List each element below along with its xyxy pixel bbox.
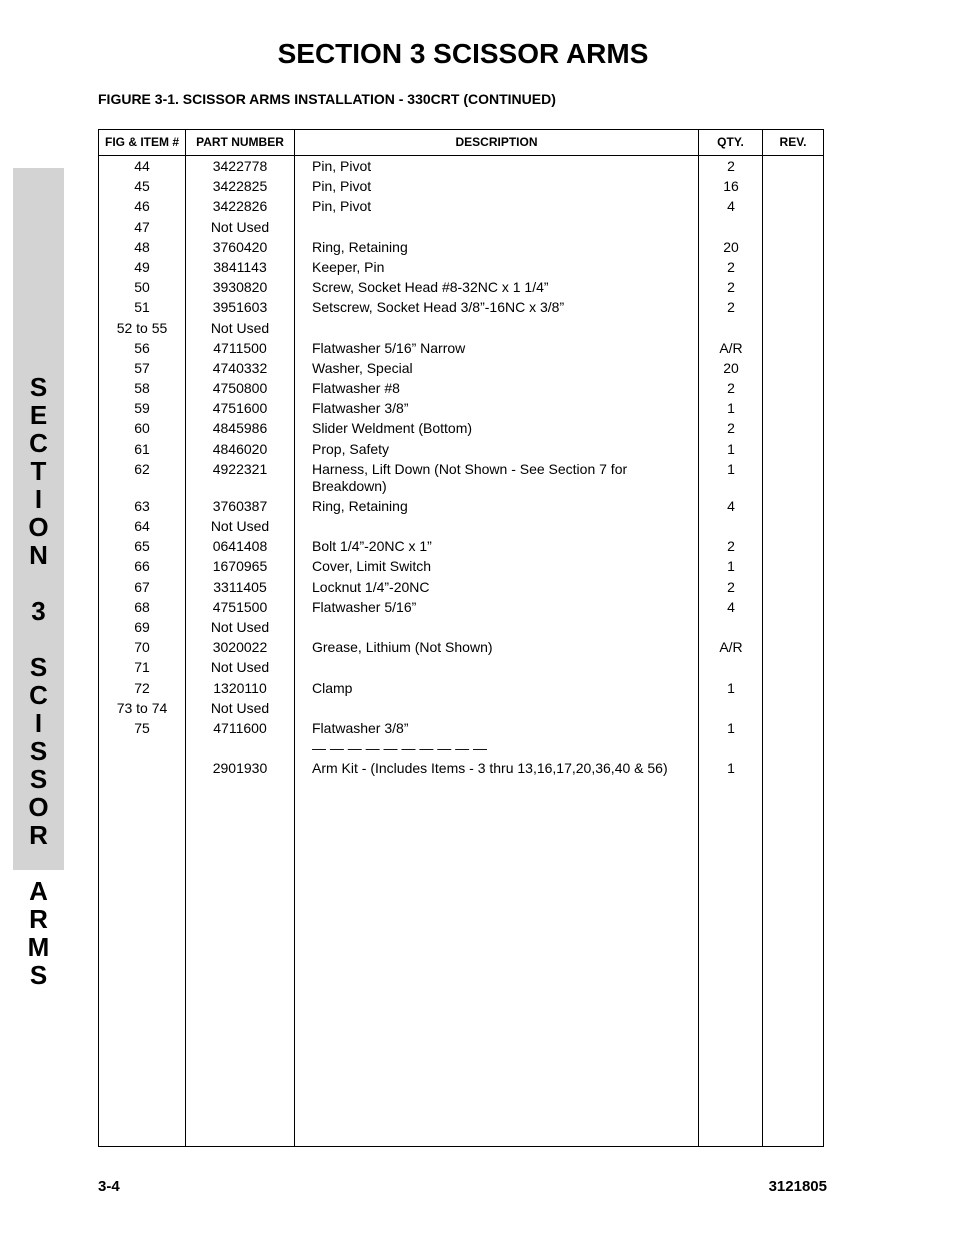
table-row [99, 678, 823, 698]
description-cell: Screw, Socket Head #8-32NC x 1 1/4” [312, 279, 549, 296]
item-cell: 56 [134, 339, 150, 356]
table-row [99, 318, 823, 338]
description-cell: Clamp [312, 679, 353, 696]
part-number-cell: 4711500 [213, 339, 267, 356]
qty-cell: 2 [727, 279, 735, 296]
part-number-cell: 3951603 [212, 299, 268, 316]
side-tab-letter: T [30, 456, 47, 486]
page-title: SECTION 3 SCISSOR ARMS [277, 38, 649, 69]
description-cell: Grease, Lithium (Not Shown) [312, 639, 493, 656]
qty-cell: 4 [727, 198, 735, 215]
table-row [99, 378, 823, 398]
item-cell: 48 [134, 238, 150, 255]
description-cell: Flatwasher 5/16” [312, 598, 417, 615]
part-number-cell: 4751600 [212, 400, 268, 417]
header-rev: REV. [779, 135, 807, 149]
description-cell: Washer, Special [312, 359, 413, 376]
header-description: DESCRIPTION [455, 135, 538, 149]
description-cell: Prop, Safety [312, 440, 390, 457]
part-number-cell: 1670965 [212, 558, 268, 575]
table-row [99, 637, 823, 657]
table-row [99, 556, 823, 576]
part-number-cell: 3422825 [212, 178, 268, 195]
side-tab-letter: I [34, 484, 43, 514]
part-number-cell: 3311405 [213, 578, 267, 595]
part-number-cell: 2901930 [212, 760, 268, 777]
item-cell: 73 to 74 [116, 699, 168, 716]
item-cell: 66 [134, 558, 150, 575]
table-row [99, 418, 823, 438]
description-cell: Pin, Pivot [312, 158, 372, 174]
qty-cell: 2 [727, 420, 735, 437]
part-number-cell: 3020022 [212, 639, 268, 656]
table-row [99, 597, 823, 617]
description-cell: Arm Kit - (Includes Items - 3 thru 13,16,17,20,36,40 & 56) [312, 760, 668, 777]
table-row [99, 718, 823, 738]
item-cell: 58 [134, 380, 150, 397]
item-cell: 75 [134, 719, 150, 736]
table-row [99, 496, 823, 516]
side-tab-letter: C [29, 680, 48, 710]
qty-cell: 2 [727, 380, 735, 397]
table-body [99, 156, 823, 778]
table-row [99, 196, 823, 216]
qty-cell: 1 [727, 760, 735, 777]
item-cell: 71 [134, 659, 150, 676]
side-tab-letter [13, 625, 64, 653]
item-cell: 46 [134, 198, 150, 215]
part-number-cell: Not Used [210, 618, 270, 635]
side-tab-letter: A [29, 876, 48, 906]
table-row [99, 358, 823, 378]
qty-cell: 1 [727, 719, 735, 736]
table-row [99, 156, 823, 176]
item-cell: 60 [134, 420, 150, 437]
side-tab-letter: N [29, 540, 48, 570]
table-row [99, 617, 823, 637]
page-number: 3-4 [98, 1178, 120, 1195]
description-cell: Ring, Retaining [312, 497, 408, 514]
side-tab-letter [13, 569, 64, 597]
qty-cell: A/R [719, 339, 743, 356]
document-number: 3121805 [768, 1178, 827, 1195]
item-cell: 49 [134, 258, 150, 275]
qty-cell: 1 [727, 400, 735, 417]
item-cell: 59 [134, 400, 150, 417]
part-number-cell: 4740332 [212, 359, 268, 376]
qty-cell: 2 [727, 158, 735, 174]
qty-cell: 4 [727, 497, 735, 514]
table-row [99, 338, 823, 358]
description-cell: Pin, Pivot [312, 198, 372, 215]
table-row [99, 398, 823, 418]
header-item: FIG & ITEM # [104, 135, 179, 149]
side-tab-letters [13, 373, 64, 989]
part-number-cell: 4845986 [212, 420, 268, 437]
qty-cell: 2 [727, 299, 735, 316]
part-number-cell: 3841143 [213, 258, 267, 275]
side-tab-letter: S [29, 736, 48, 766]
side-tab-letter: R [29, 820, 48, 850]
item-cell: 44 [134, 158, 150, 174]
description-cell: Cover, Limit Switch [312, 558, 432, 575]
table-row [99, 657, 823, 677]
table-row [99, 277, 823, 297]
qty-cell: 4 [727, 598, 735, 615]
part-number-cell: 3422778 [212, 158, 268, 174]
description-cell: Setscrew, Socket Head 3/8”-16NC x 3/8” [312, 299, 565, 316]
table-row [99, 257, 823, 277]
description-cell: Locknut 1/4”-20NC [312, 578, 430, 595]
part-number-cell: 4846020 [212, 440, 268, 457]
table-row [99, 297, 823, 317]
item-cell: 67 [134, 578, 150, 595]
qty-cell: A/R [719, 639, 743, 656]
item-cell: 64 [134, 518, 150, 534]
description-cell: — — — — — — — — — — [312, 740, 488, 757]
description-cell: Pin, Pivot [312, 178, 372, 195]
description-cell: Keeper, Pin [312, 258, 385, 275]
side-tab-letter: E [29, 400, 48, 430]
item-cell: 62 [134, 460, 150, 477]
part-number-cell: 3930820 [212, 279, 268, 296]
qty-cell: 1 [727, 679, 735, 696]
side-tab-letter: I [34, 708, 43, 738]
qty-cell: 2 [727, 258, 735, 275]
section-side-tab [13, 168, 64, 990]
part-number-cell: Not Used [210, 319, 270, 336]
table-row [99, 738, 823, 758]
item-cell: 50 [134, 279, 150, 296]
table-row [99, 698, 823, 718]
part-number-cell: Not Used [210, 518, 270, 534]
qty-cell: 1 [727, 558, 735, 575]
side-tab-letter: O [28, 512, 49, 542]
item-cell: 45 [134, 178, 150, 195]
qty-cell: 2 [727, 578, 735, 595]
description-cell: Flatwasher #8 [312, 380, 400, 397]
table-row [99, 577, 823, 597]
qty-cell: 1 [727, 460, 735, 477]
description-cell: Flatwasher 3/8” [312, 719, 409, 736]
table-header [99, 130, 823, 156]
item-cell: 68 [134, 598, 150, 615]
table-row [99, 758, 823, 778]
description-cell: Bolt 1/4”-20NC x 1” [312, 538, 432, 555]
qty-cell: 20 [723, 359, 739, 376]
item-cell: 52 to 55 [116, 319, 168, 336]
part-number-cell: 1320110 [213, 679, 267, 696]
table-row [99, 439, 823, 459]
item-cell: 63 [134, 497, 150, 514]
part-number-cell: 0641408 [212, 538, 268, 555]
part-number-cell: Not Used [210, 218, 270, 235]
part-number-cell: Not Used [210, 659, 270, 676]
side-tab-letter: 3 [31, 596, 46, 626]
side-tab-letter: S [29, 372, 48, 402]
description-cell: Slider Weldment (Bottom) [312, 420, 473, 437]
part-number-cell: 4751500 [212, 598, 268, 615]
table-row [99, 217, 823, 237]
qty-cell: 2 [727, 538, 735, 555]
description-cell: Harness, Lift Down (Not Shown - See Section 7 for Breakdown) [312, 460, 628, 494]
side-tab-letter: O [28, 792, 49, 822]
parts-table [98, 129, 824, 1147]
header-part-number: PART NUMBER [196, 135, 284, 149]
table-row [99, 516, 823, 536]
side-tab-letter: S [29, 764, 48, 794]
item-cell: 72 [134, 679, 150, 696]
item-cell: 51 [134, 299, 150, 316]
item-cell: 65 [134, 538, 150, 555]
item-cell: 57 [134, 359, 150, 376]
side-tab-letter: C [29, 428, 48, 458]
side-tab-letter: R [29, 904, 48, 934]
qty-cell: 16 [723, 178, 739, 195]
figure-subtitle: FIGURE 3-1. SCISSOR ARMS INSTALLATION - 330CRT (CONTINUED) [98, 91, 556, 107]
item-cell: 69 [134, 618, 150, 635]
side-tab-letter: S [29, 652, 48, 682]
qty-cell: 20 [723, 238, 739, 255]
item-cell: 61 [134, 440, 150, 457]
item-cell: 47 [134, 218, 150, 235]
item-cell: 70 [134, 639, 150, 656]
description-cell: Flatwasher 5/16” Narrow [312, 339, 466, 356]
table-row [99, 237, 823, 257]
side-tab-letter: M [27, 932, 50, 962]
qty-cell: 1 [727, 440, 735, 457]
part-number-cell: 4711600 [213, 719, 267, 736]
part-number-cell: 3760420 [212, 238, 268, 255]
table-row [99, 176, 823, 196]
table-row [99, 459, 823, 496]
part-number-cell: 3422826 [212, 198, 268, 215]
side-tab-letter [13, 849, 64, 877]
part-number-cell: 3760387 [212, 497, 268, 514]
side-tab-letter: S [29, 960, 48, 990]
description-cell: Ring, Retaining [312, 238, 408, 255]
description-cell: Flatwasher 3/8” [312, 400, 409, 417]
part-number-cell: 4922321 [212, 460, 268, 477]
part-number-cell: 4750800 [212, 380, 268, 397]
header-qty: QTY. [717, 135, 744, 149]
part-number-cell: Not Used [210, 699, 270, 716]
table-row [99, 536, 823, 556]
